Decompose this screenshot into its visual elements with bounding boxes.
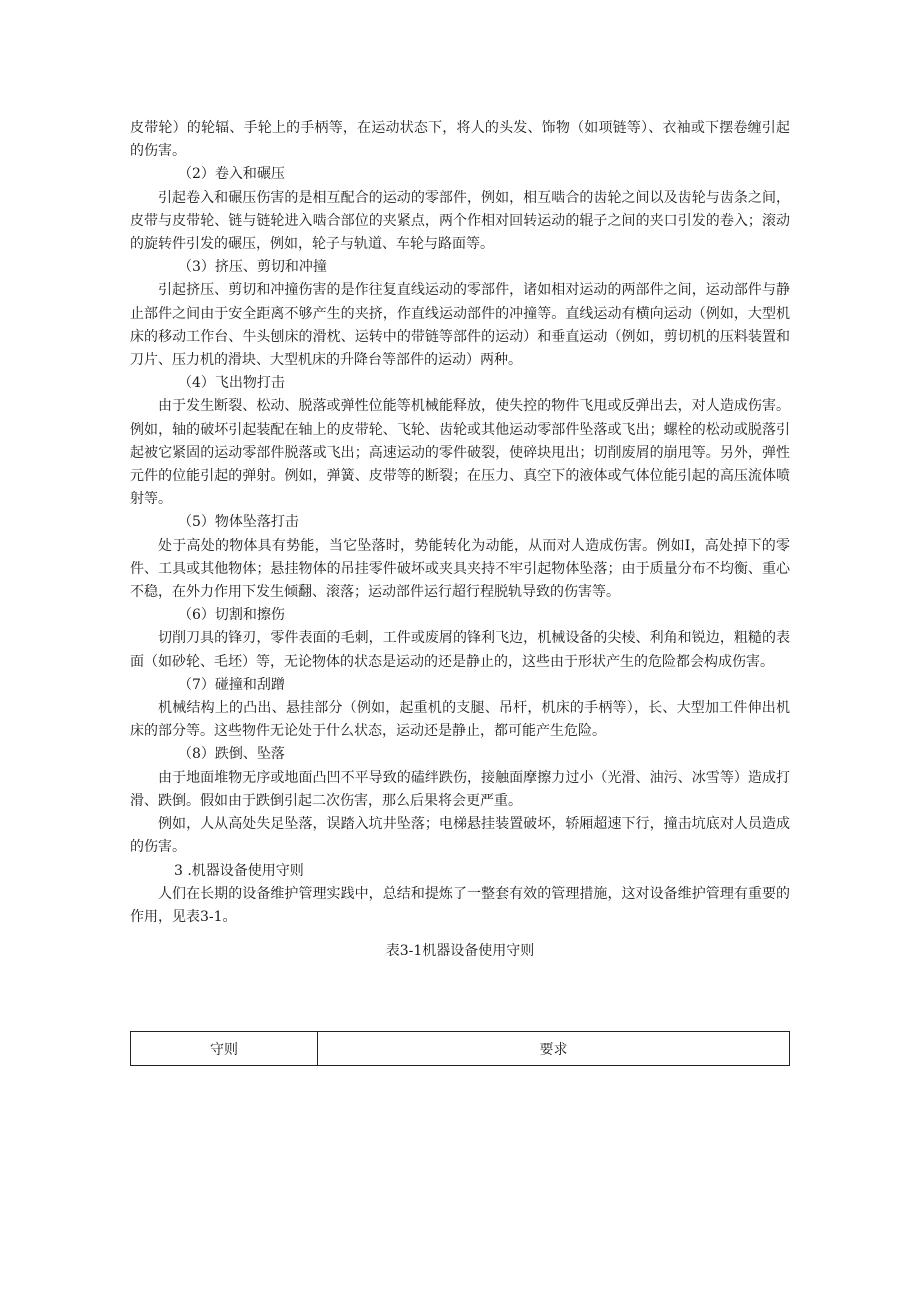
paragraph-rolling-crushing: 引起卷入和碾压伤害的是相互配合的运动的零部件，例如，相互啮合的齿轮之间以及齿轮与齿条之间，皮带与皮带轮、链与链轮进入啮合部位的夹紧点，两个作相对回转运动的辊子之间的夹口引发的卷入；滚动的旋转件引发的碾压，例如，轮子与轨道、车轮与路面等。 bbox=[130, 189, 790, 253]
heading-falling-objects: （5）物体坠落打击 bbox=[178, 514, 299, 531]
paragraph-falling-objects: 处于高处的物体具有势能，当它坠落时，势能转化为动能，从而对人造成伤害。例如I，高处掉下的零件、工具或其他物体；悬挂物体的吊挂零件破坏或夹具夹持不牢引起物体坠落；由于质量分布不均衡、重心不稳，在外力作用下发生倾翻、滚落；运动部件运行超行程脱轨导致的伤害等。 bbox=[130, 537, 790, 601]
heading-rolling-crushing: （2）卷入和碾压 bbox=[178, 166, 285, 183]
rules-table bbox=[130, 1031, 790, 1066]
paragraph-intro-table: 人们在长期的设备维护管理实践中，总结和提炼了一整套有效的管理措施，这对设备维护管理有重要的作用，见表3-1。 bbox=[130, 885, 790, 925]
heading-collision-scrape: （7）碰撞和刮蹭 bbox=[178, 676, 285, 693]
paragraph-collision-scrape: 机械结构上的凸出、悬挂部分（例如，起重机的支腿、吊杆，机床的手柄等），长、大型加工件伸出机床的部分等。这些物件无论处于什么状态，运动还是静止，都可能产生危险。 bbox=[130, 700, 790, 740]
paragraph-flying-objects: 由于发生断裂、松动、脱落或弹性位能等机械能释放，使失控的物件飞甩或反弹出去，对人造成伤害。例如，轴的破坏引起装配在轴上的皮带轮、飞轮、齿轮或其他运动零部件坠落或飞出；螺栓的松动或脱落引起被它紧固的运动零部件脱落或飞出；高速运动的零件破裂，使碎块甩出；切削废屑的崩甩等。另外，弹性元件的位能引起的弹射。例如，弹簧、皮带等的断裂；在压力、真空下的液体或气体位能引起的高压流体喷射等。 bbox=[130, 398, 790, 508]
heading-cuts-abrasions: （6）切割和擦伤 bbox=[178, 607, 285, 624]
heading-flying-objects: （4）飞出物打击 bbox=[178, 375, 285, 392]
heading-squeeze-shear: （3）挤压、剪切和冲撞 bbox=[178, 259, 327, 276]
paragraph-squeeze-shear: 引起挤压、剪切和冲撞伤害的是作往复直线运动的零部件，诸如相对运动的两部件之间，运动部件与静止部件之间由于安全距离不够产生的夹挤，作直线运动部件的冲撞等。直线运动有横向运动（例如，大型机床的移动工作台、牛头刨床的滑枕、运转中的带链等部件的运动）和垂直运动（例如，剪切机的压料装置和刀片、压力机的滑块、大型机床的升降台等部件的运动）两种。 bbox=[130, 282, 790, 369]
paragraph-cuts-abrasions: 切削刀具的锋刃，零件表面的毛刺，工件或废屑的锋利飞边，机械设备的尖棱、利角和锐边，粗糙的表面（如砂轮、毛坯）等，无论物体的状态是运动的还是静止的，这些由于形状产生的危险都会构成伤害。 bbox=[130, 630, 790, 670]
paragraph-continuation: 皮带轮）的轮辐、手轮上的手柄等，在运动状态下，将人的头发、饰物（如项链等）、衣袖或下摆卷缠引起的伤害。 bbox=[130, 120, 790, 160]
section-heading-usage-rules: 3 .机器设备使用守则 bbox=[174, 862, 304, 879]
table-header-row bbox=[131, 1032, 790, 1066]
heading-trip-fall: （8）跌倒、坠落 bbox=[178, 746, 285, 763]
table-caption: 表3-1机器设备使用守则 bbox=[385, 943, 535, 960]
paragraph-trip-fall: 由于地面堆物无序或地面凸凹不平导致的磕绊跌伤，接触面摩擦力过小（光滑、油污、冰雪等）造成打滑、跌倒。假如由于跌倒引起二次伤害，那么后果将会更严重。 bbox=[130, 769, 790, 809]
paragraph-example: 例如，人从高处失足坠落，误踏入坑井坠落；电梯悬挂装置破坏，轿厢超速下行，撞击坑底对人员造成的伤害。 bbox=[130, 816, 790, 856]
table-header-requirement: 要求 bbox=[318, 1032, 790, 1066]
table-header-rule: 守则 bbox=[131, 1032, 318, 1066]
body-text bbox=[130, 117, 790, 963]
